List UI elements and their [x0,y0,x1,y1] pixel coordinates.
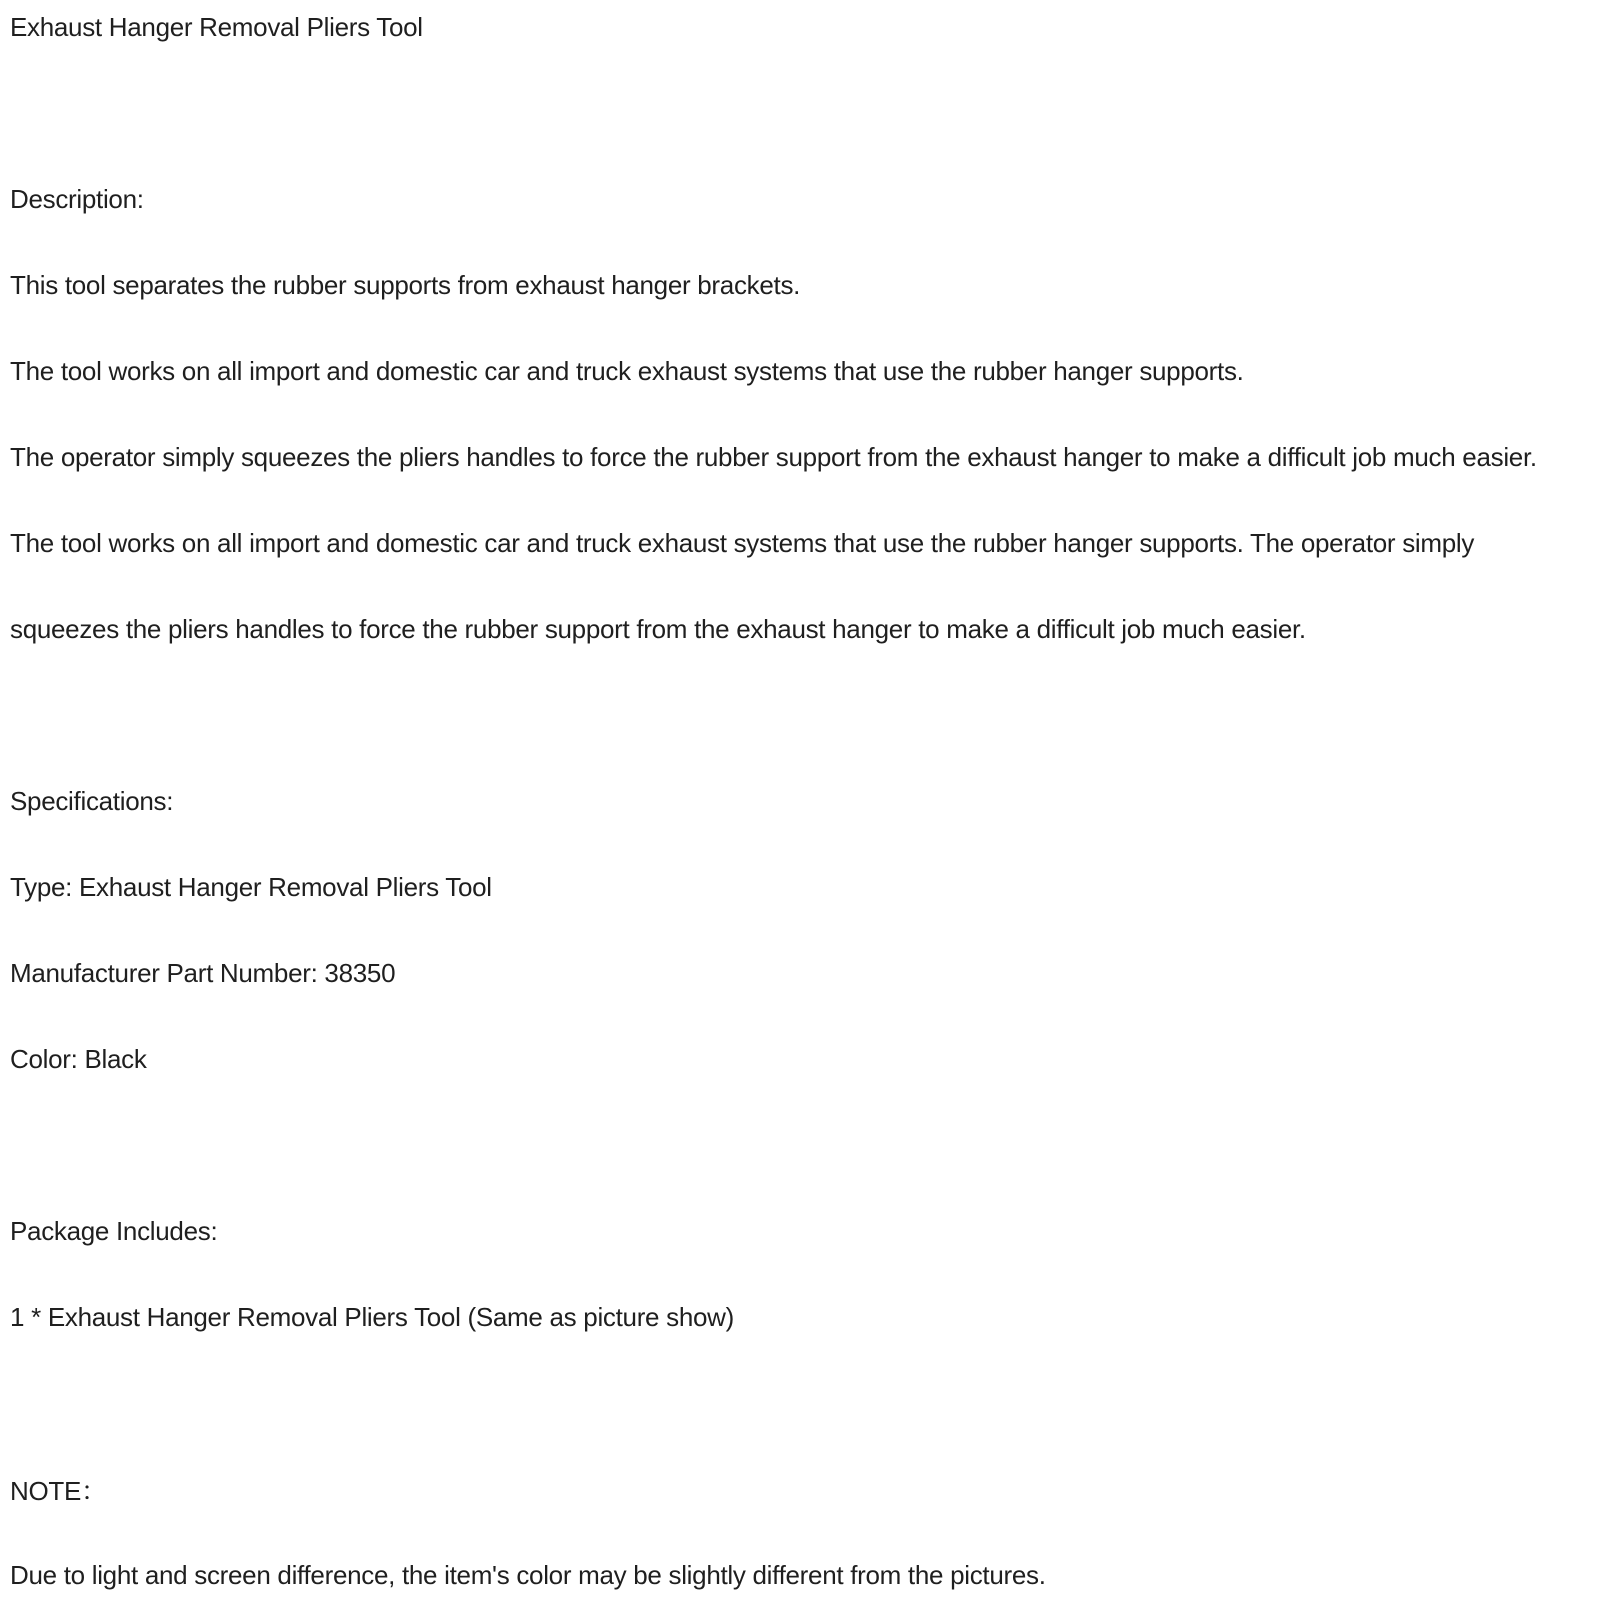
description-text-line: squeezes the pliers handles to force the rubber support from the exhaust hanger to make a difficult job much easier. [10,613,1306,644]
description-text-line: The operator simply squeezes the pliers handles to force the rubber support from the exhaust hanger to make a difficult job much easier. [10,441,1537,472]
blank-line [10,1360,1590,1446]
package-item: 1 * Exhaust Hanger Removal Pliers Tool (Same as picture show) [10,1301,734,1332]
note-heading: NOTE： [10,1475,107,1506]
blank-line [10,70,1590,156]
description-text-line: This tool separates the rubber supports from exhaust hanger brackets. [10,269,801,300]
blank-line [10,1102,1590,1188]
product-title: Exhaust Hanger Removal Pliers Tool [10,11,423,42]
package-includes-heading: Package Includes: [10,1215,218,1246]
description-text-line: The tool works on all import and domestic car and truck exhaust systems that use the rubber hanger supports. [10,355,1244,386]
description-text-line: The tool works on all import and domestic car and truck exhaust systems that use the rubber hanger supports. The operator simply [10,527,1475,558]
blank-line [10,672,1590,758]
specification-type: Type: Exhaust Hanger Removal Pliers Tool [10,871,492,902]
description-heading: Description: [10,183,144,214]
specification-color: Color: Black [10,1043,147,1074]
specifications-heading: Specifications: [10,785,174,816]
note-text: Due to light and screen difference, the item's color may be slightly different from the pictures. [10,1559,1046,1590]
specification-part-number: Manufacturer Part Number: 38350 [10,957,396,988]
